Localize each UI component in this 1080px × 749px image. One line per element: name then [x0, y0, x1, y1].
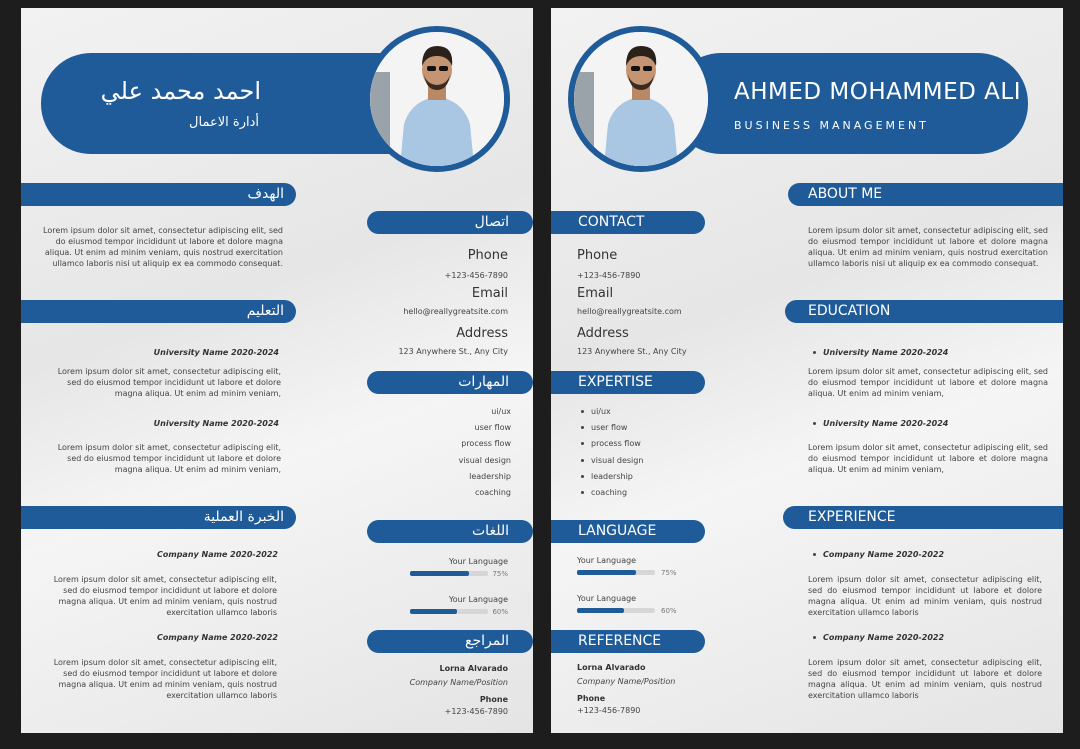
reference-name: Lorna Alvarado [439, 664, 508, 673]
heading-experience: الخبرة العملية [21, 506, 296, 529]
education-2-title [813, 419, 948, 428]
skill-item: visual design [458, 456, 511, 465]
experience-2-text: Lorem ipsum dolor sit amet, consectetur adipiscing elit, sed do eiusmod tempor incididunt ut labore et dolore magna aliqua. Ut enim ad minim veniam, quis nostrud exercitation ullamco laboris [53, 658, 277, 700]
reference-phone: +123-456-7890 [444, 707, 508, 716]
experience-1-text: Lorem ipsum dolor sit amet, consectetur adipiscing elit, sed do eiusmod tempor incididunt ut labore et dolore magna aliqua. Ut enim ad minim veniam, quis nostrud exercitation ullamco laboris [53, 575, 277, 617]
language-1-percent: 75% [492, 570, 508, 578]
heading-objective: الهدف [21, 183, 296, 206]
email-value: hello@reallygreatsite.com [403, 307, 508, 316]
skill-item: leadership [469, 472, 511, 481]
language-2-name: Your Language [448, 595, 508, 604]
email-value: hello@reallygreatsite.com [577, 307, 682, 316]
language-1-fill [410, 571, 469, 576]
job-title: BUSINESS MANAGEMENT [734, 119, 929, 132]
address-value: 123 Anywhere St., Any City [577, 347, 687, 356]
language-2-percent: 60% [492, 608, 508, 616]
language-1-bar [577, 570, 655, 575]
education-1-title: University Name 2020-2024 [153, 348, 279, 357]
skill-item [581, 456, 643, 465]
language-1-bar [410, 571, 488, 576]
objective-text: Lorem ipsum dolor sit amet, consectetur adipiscing elit, sed do eiusmod tempor incididunt ut labore et dolore magna aliqua. Ut enim ad minim veniam, quis nostrud exercitation ullamco laboris nisi ut aliquip ex ea commodo consequat. [43, 226, 283, 268]
reference-position: Company Name/Position [409, 678, 508, 687]
skill-item [581, 488, 627, 497]
name-banner [671, 53, 1028, 154]
bullet-icon [813, 422, 816, 425]
heading-languages: اللغات [367, 520, 533, 543]
full-name: احمد محمد علي [100, 77, 261, 105]
language-2-name: Your Language [577, 594, 637, 603]
experience-2-title [813, 633, 944, 642]
skill-label: leadership [591, 472, 633, 481]
phone-value: +123-456-7890 [577, 271, 641, 280]
heading-education: EDUCATION [785, 300, 1063, 323]
phone-label: Phone [467, 248, 508, 263]
language-1-fill [577, 570, 636, 575]
bullet-icon [581, 491, 584, 494]
experience-1-title: Company Name 2020-2022 [156, 550, 278, 559]
address-value: 123 Anywhere St., Any City [398, 347, 508, 356]
skill-item: process flow [461, 439, 511, 448]
skill-item [581, 439, 641, 448]
language-2-bar [410, 609, 488, 614]
reference-phone: +123-456-7890 [577, 706, 641, 715]
language-1-name: Your Language [577, 556, 637, 565]
bullet-icon [813, 553, 816, 556]
skill-item: coaching [474, 488, 511, 497]
heading-experience: EXPERIENCE [783, 506, 1063, 529]
phone-value: +123-456-7890 [444, 271, 508, 280]
language-2-percent: 60% [661, 607, 677, 615]
bullet-icon [581, 410, 584, 413]
person-silhouette-icon [370, 32, 504, 166]
skill-label: process flow [591, 439, 641, 448]
heading-skills: المهارات [367, 371, 533, 394]
experience-2-title-text: Company Name 2020-2022 [823, 633, 945, 642]
heading-contact: اتصال [367, 211, 533, 234]
skill-item: user flow [474, 423, 511, 432]
reference-name: Lorna Alvarado [577, 663, 646, 672]
reference-phone-label: Phone [479, 695, 508, 704]
person-silhouette-icon [574, 32, 708, 166]
skill-label: coaching [591, 488, 628, 497]
heading-references: المراجع [367, 630, 533, 653]
skill-item [581, 423, 627, 432]
skill-item: ui/ux [491, 407, 511, 416]
address-label: Address [577, 326, 629, 341]
phone-label: Phone [577, 248, 618, 263]
profile-photo [364, 26, 510, 172]
heading-education: التعليم [21, 300, 296, 323]
bullet-icon [581, 475, 584, 478]
heading-about: ABOUT ME [788, 183, 1063, 206]
education-2-title-text: University Name 2020-2024 [823, 419, 949, 428]
skill-item [581, 407, 611, 416]
experience-1-text: Lorem ipsum dolor sit amet, consectetur adipiscing elit, sed do eiusmod tempor incididunt ut labore et dolore magna aliqua. Ut enim ad minim veniam, quis nostrud exercitation ullamco laboris [808, 575, 1042, 617]
about-text: Lorem ipsum dolor sit amet, consectetur adipiscing elit, sed do eiusmod tempor incididunt ut labore et dolore magna aliqua. Ut enim ad minim veniam, quis nostrud exercitation ullamco laboris nisi ut aliquip ex ea commodo consequat. [808, 226, 1048, 268]
education-1-text: Lorem ipsum dolor sit amet, consectetur adipiscing elit, sed do eiusmod tempor incididunt ut labore et dolore magna aliqua. Ut enim ad minim veniam, [808, 367, 1048, 398]
resume-page-english [551, 8, 1063, 733]
education-1-text: Lorem ipsum dolor sit amet, consectetur adipiscing elit, sed do eiusmod tempor incididunt ut labore et dolore magna aliqua. Ut enim ad minim veniam, [57, 367, 281, 398]
education-2-text: Lorem ipsum dolor sit amet, consectetur adipiscing elit, sed do eiusmod tempor incididunt ut labore et dolore magna aliqua. Ut enim ad minim veniam, [808, 443, 1048, 474]
language-2-bar [577, 608, 655, 613]
heading-reference: REFERENCE [551, 630, 705, 653]
bullet-icon [813, 636, 816, 639]
language-1-percent: 75% [661, 569, 677, 577]
experience-1-title [813, 550, 944, 559]
job-title: أدارة الاعمال [189, 115, 259, 130]
address-label: Address [456, 326, 508, 341]
experience-2-text: Lorem ipsum dolor sit amet, consectetur adipiscing elit, sed do eiusmod tempor incididunt ut labore et dolore magna aliqua. Ut enim ad minim veniam, quis nostrud exercitation ullamco laboris [808, 658, 1042, 700]
experience-2-title: Company Name 2020-2022 [156, 633, 278, 642]
language-2-fill [577, 608, 624, 613]
bullet-icon [581, 426, 584, 429]
bullet-icon [581, 442, 584, 445]
skill-item [581, 472, 633, 481]
skill-label: user flow [591, 423, 628, 432]
language-1-name: Your Language [448, 557, 508, 566]
profile-photo [568, 26, 714, 172]
full-name: AHMED MOHAMMED ALI [734, 79, 1021, 105]
education-1-title [813, 348, 948, 357]
bullet-icon [813, 351, 816, 354]
reference-position: Company Name/Position [577, 677, 676, 686]
heading-contact: CONTACT [551, 211, 705, 234]
education-1-title-text: University Name 2020-2024 [823, 348, 949, 357]
resume-page-arabic [21, 8, 533, 733]
heading-expertise: EXPERTISE [551, 371, 705, 394]
education-2-text: Lorem ipsum dolor sit amet, consectetur adipiscing elit, sed do eiusmod tempor incididunt ut labore et dolore magna aliqua. Ut enim ad minim veniam, [57, 443, 281, 474]
email-label: Email [577, 286, 614, 301]
heading-language: LANGUAGE [551, 520, 705, 543]
skill-label: visual design [591, 456, 644, 465]
language-2-fill [410, 609, 457, 614]
education-2-title: University Name 2020-2024 [153, 419, 279, 428]
email-label: Email [471, 286, 508, 301]
skill-label: ui/ux [591, 407, 611, 416]
experience-1-title-text: Company Name 2020-2022 [823, 550, 945, 559]
reference-phone-label: Phone [577, 694, 606, 703]
bullet-icon [581, 459, 584, 462]
